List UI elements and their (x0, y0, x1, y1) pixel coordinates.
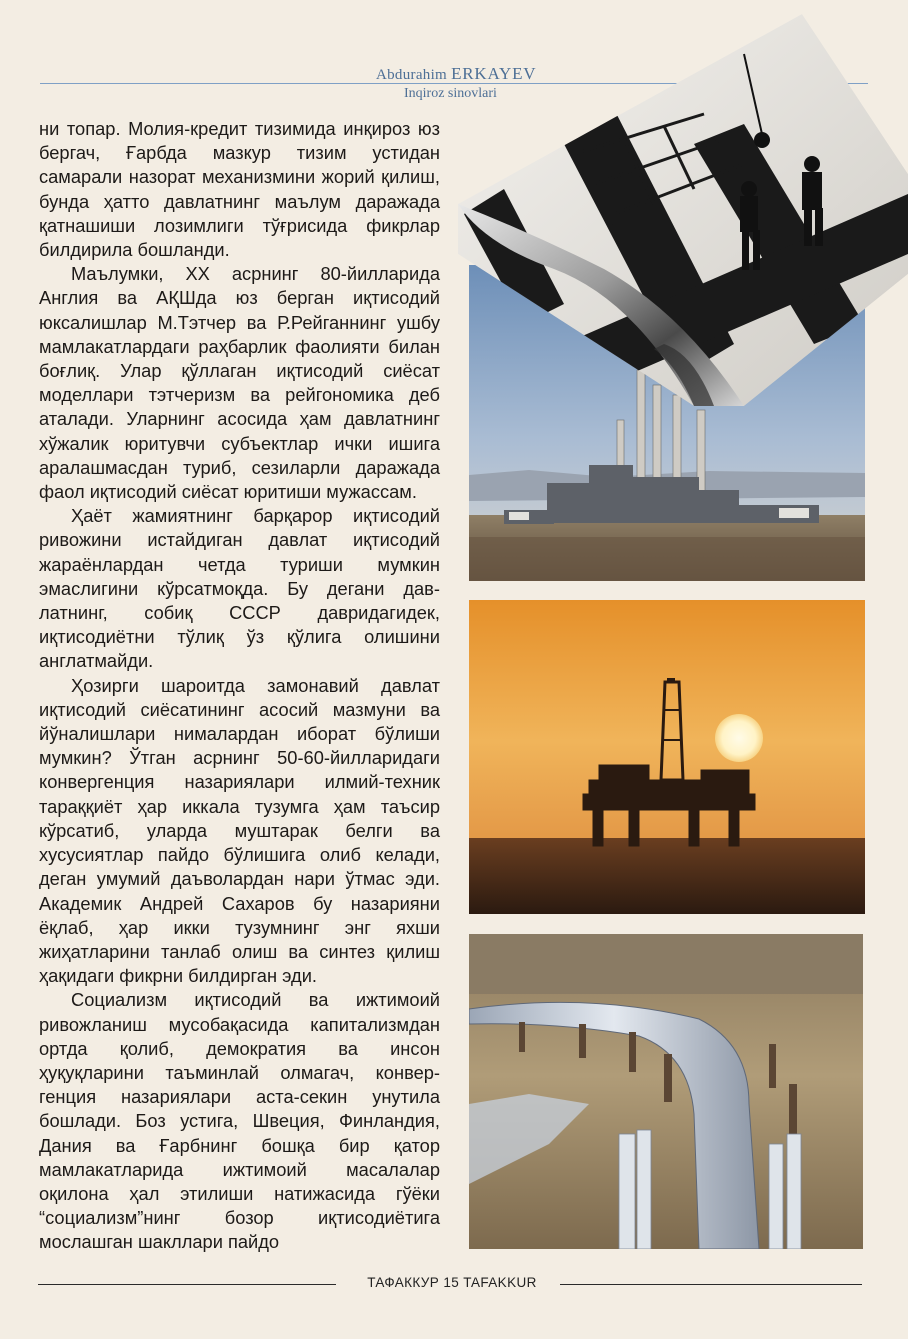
running-header-subtitle: Inqiroz sinovlari (404, 86, 497, 101)
paragraph-3: Ҳаёт жамиятнинг барқарор иқтисодий ривожини истайдиган давлат иқтисодий жараёнлардан четда туриши мумкин эмаслигини кўрсатмоқда. Бу дегани давлатнинг, собиқ СССР давридагидек, иқтисодиётни тўлиқ ўз қўлига олишини англатмайди. (39, 505, 440, 672)
footer-rule-right (560, 1284, 862, 1285)
paragraph-2: Маълумки, ХХ асрнинг 80-йилларида Англия ва АҚШда юз берган иқтисодий юксалишлар М.Тэтчер ва Р.Рейганнинг ушбу мамлакатлардаги раҳбарлик фаолияти билан боғлиқ. Улар қўллаган иқтисодий сиёсат моделлари тэтчеризм ва рейгономика деб аталади. Уларнинг асосида ҳам давлатнинг хўжалик юритувчи субъектлар ички ишига аралашмасдан туриб, сезиларли даражада фаол иқтисодий сиёсат юритиши мужассам. (39, 263, 440, 503)
footer-rule-left (38, 1284, 336, 1285)
article-text-column (39, 117, 440, 1255)
pipeline-photo (469, 934, 863, 1249)
author-first-name: Abdurahim (376, 67, 448, 83)
paragraph-4: Ҳозирги шароитда замонавий давлат иқтисодий сиёсатининг асосий мазмуни ва йўналишлари нималардан иборат бўлиши мумкин? Ўтган асрнинг 50-60-йилларидаги конвергенция назариялари илмий-техник тараққиёт ҳар иккала тузумга ҳам таъсир кўрсатиб, уларда муштарак белги ва хусусиятлар пайдо бўлишига олиб келади, деган умумий даъволардан нари ўтмас эди. Академик Андрей Сахаров бу назарияни ёқлаб, ҳар икки тузумнинг энг яхши жиҳатларини танлаб олиш ва синтез қилиш ҳақидаги фикрни билдирган эди. (39, 674, 440, 987)
offshore-rig-photo (469, 600, 865, 914)
author-last-name: ERKAYEV (451, 64, 537, 83)
footer-page-label: ТАФАККУР 15 TAFAKKUR (367, 1275, 537, 1290)
steelworkers-curl-photo (444, 14, 908, 406)
paragraph-5: Социализм иқтисодий ва ижтимоий ривожланиш мусобақасида капитализмдан ортда қолиб, демократия ва инсон ҳуқуқларини таъминлай олмагач, конвергенция назариялари аста-секин унутила бошлади. Боз устига, Швеция, Финландия, Дания ва Ғарбнинг бошқа бир қатор мамлакатларида ижтимоий масалалар оқилона ҳал этилиши натижасида гўёки “социализм”нинг бозор иқтисодиётига мослашган шакллари пайдо (39, 989, 440, 1253)
paragraph-1: ни топар. Молия-кредит тизимида инқироз юз бергач, Ғарбда мазкур тизим устидан самарали назорат механизмини жорий қилиш, бунда ҳатто давлатнинг маълум даражада қатнашиши лозимлиги тўғрисида фикрлар билдирила бошланди. (39, 118, 440, 261)
